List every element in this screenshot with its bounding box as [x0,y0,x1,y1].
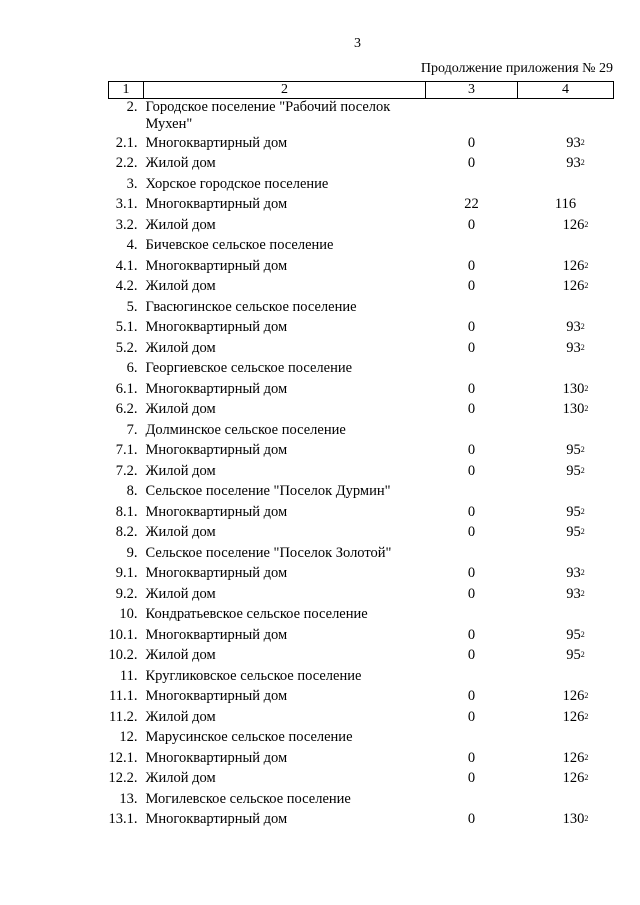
row-col4-value: 130 [562,401,585,417]
row-name: Жилой дом [145,339,216,356]
row-col3-value: 0 [467,462,476,479]
row-col4-cell [518,176,614,197]
row-col4-footnote: 2 [580,137,585,147]
row-col3-value: 0 [467,749,476,766]
row-name: Жилой дом [145,708,216,725]
table-row [109,381,614,402]
row-name: Многоквартирный дом [145,257,288,274]
table-row [109,258,614,279]
row-number: 11.1. [109,688,138,704]
continuation-label: Продолжение приложения № 29 [420,61,613,76]
table-row [109,811,614,832]
row-name: Жилой дом [145,401,216,417]
row-name: Жилой дом [145,524,216,540]
row-number: 12.2. [108,770,138,786]
row-col4-cell [518,319,614,340]
table-row [109,196,614,217]
row-name: Многоквартирный дом [145,503,288,520]
row-name: Жилой дом [145,278,216,294]
row-col4-cell [518,483,614,504]
row-col3-value: 0 [467,647,476,663]
row-col3-value [426,791,518,812]
row-col4-cell [518,524,614,545]
row-col4-value: 95 [566,462,581,479]
row-col3-value: 0 [467,626,476,643]
row-col4-value: 126 [562,278,585,294]
row-number: 6.2. [115,401,138,417]
row-col4-cell [518,258,614,279]
row-col4-cell [518,340,614,361]
row-col4-footnote: 2 [580,527,585,536]
row-col4-cell [518,770,614,791]
row-number: 2.1. [115,134,138,151]
row-number: 10.2. [108,647,138,663]
row-name: Многоквартирный дом [145,319,288,335]
row-col4-footnote: 2 [580,588,585,598]
row-col4-cell [518,504,614,525]
table-row [109,688,614,709]
row-name: Кондратьевское сельское поселение [145,606,368,622]
row-number: 2.2. [115,155,138,171]
row-col3-value [426,99,518,135]
row-col4-cell [518,237,614,258]
row-col4-value: 93 [566,155,581,171]
row-col3-value: 0 [467,585,476,602]
row-col4-cell [518,565,614,586]
row-col4-footnote: 2 [584,281,589,290]
row-name: Многоквартирный дом [145,626,288,643]
row-col4-footnote: 2 [584,260,589,270]
row-number: 8. [126,483,138,499]
row-col4-footnote: 2 [580,465,585,475]
row-col3-value: 0 [467,278,476,294]
table-row [109,340,614,361]
row-number: 11. [119,667,138,684]
row-name: Многоквартирный дом [145,749,288,766]
row-col4-value: 126 [562,708,585,725]
row-col4-cell [518,99,614,135]
table-row [109,668,614,689]
row-number: 7.2. [115,462,138,479]
row-number: 5.2. [115,339,138,356]
row-number: 4.2. [115,278,138,294]
table-row [109,750,614,771]
row-col4-cell [518,627,614,648]
table-row [109,442,614,463]
row-number: 10. [119,606,138,622]
table-row [109,319,614,340]
table-row [109,729,614,750]
row-col3-value: 0 [467,811,476,827]
table-row [109,483,614,504]
row-col4-footnote: 2 [584,814,589,823]
table-row [109,791,614,812]
row-col3-value [426,237,518,258]
row-col3-value [426,176,518,197]
row-col3-value [426,668,518,689]
table-row [109,524,614,545]
row-name: Многоквартирный дом [145,565,288,581]
row-number: 9.1. [115,565,138,581]
row-col4-value: 126 [562,770,585,786]
row-number: 7.1. [115,442,138,458]
row-name: Многоквартирный дом [145,811,288,827]
row-number: 9.2. [115,585,138,602]
row-col4-footnote: 2 [580,629,585,639]
row-number: 8.1. [115,503,138,520]
row-col4-value: 95 [566,503,581,520]
row-col4-cell [518,422,614,443]
row-name: Жилой дом [145,155,216,171]
row-col4-footnote: 2 [580,506,585,516]
table-row [109,586,614,607]
table-row [109,606,614,627]
row-col3-value [426,729,518,750]
row-col3-value [426,360,518,381]
row-col3-value [426,606,518,627]
row-col4-value: 93 [566,134,581,151]
row-name: Георгиевское сельское поселение [145,360,353,376]
row-col4-cell [518,135,614,156]
row-col3-value: 0 [467,565,476,581]
header-col-2: 2 [144,82,426,99]
row-name: Жилой дом [145,770,216,786]
row-name: Кругликовское сельское поселение [145,667,362,684]
row-col4-cell [518,709,614,730]
row-col4-cell [518,647,614,668]
table-body [109,99,614,832]
row-col4-footnote: 2 [580,445,585,454]
row-col3-value [426,545,518,566]
table-row [109,278,614,299]
table-row [109,565,614,586]
row-col4-cell [518,791,614,812]
row-col4-footnote: 2 [584,383,589,393]
row-col3-value: 0 [467,216,476,233]
row-name: Гвасюгинское сельское поселение [145,298,357,315]
row-col4-value: 93 [566,339,581,356]
row-col4-cell [518,811,614,832]
row-col3-value [426,422,518,443]
row-col3-value: 0 [467,257,476,274]
table-row [109,422,614,443]
table-row [109,217,614,238]
row-col3-value: 0 [467,134,476,151]
header-col-4: 4 [518,82,614,99]
row-name: Сельское поселение "Поселок Дурмин" [145,483,391,499]
row-col4-value: 95 [566,626,581,643]
row-number: 6. [126,360,138,376]
row-col4-value: 95 [566,647,581,663]
header-col-1: 1 [109,82,144,99]
row-number: 2. [126,99,138,115]
row-col3-value [426,483,518,504]
row-number: 9. [126,544,138,561]
row-col3-value [426,299,518,320]
row-col4-cell [518,155,614,176]
table-row [109,627,614,648]
row-number: 3.2. [115,216,138,233]
row-col3-value: 0 [467,688,476,704]
table-row [109,709,614,730]
row-number: 13. [119,790,138,807]
row-col4-footnote: 2 [580,322,585,331]
row-col4-value: 126 [562,749,585,766]
row-col4-value: 130 [562,380,585,397]
row-col4-value: 126 [562,688,585,704]
row-col3-value: 0 [467,524,476,540]
row-col4-footnote: 2 [584,773,589,782]
row-number: 3.1. [115,196,138,212]
row-name: Марусинское сельское поселение [145,729,353,745]
row-number: 10.1. [108,626,138,643]
row-col3-value: 0 [467,503,476,520]
row-col4-value: 93 [566,585,581,602]
row-name: Жилой дом [145,462,216,479]
row-name: Могилевское сельское поселение [145,790,351,807]
table-row [109,360,614,381]
row-col4-value: 126 [562,257,585,274]
table-row [109,545,614,566]
row-col3-value: 0 [467,442,476,458]
row-col4-footnote: 2 [584,219,589,229]
row-col4-footnote: 2 [580,342,585,352]
row-col4-value: 95 [566,524,581,540]
row-number: 12.1. [108,749,138,766]
row-col4-cell [518,545,614,566]
row-number: 11.2. [109,708,138,725]
page-number: 3 [354,36,361,51]
row-col4-cell [518,299,614,320]
row-col4-footnote: 2 [584,691,589,700]
header-col-3: 3 [426,82,518,99]
row-col4-cell [518,278,614,299]
row-col4-footnote: 2 [580,568,585,577]
row-col3-value: 0 [467,339,476,356]
table-row [109,99,614,135]
row-col4-footnote: 2 [584,404,589,413]
row-col4-footnote: 2 [584,711,589,721]
row-number: 7. [126,421,138,438]
row-col4-cell [518,217,614,238]
row-col4-cell [518,463,614,484]
row-col4-cell [518,750,614,771]
row-name: Хорское городское поселение [145,175,329,192]
row-col4-value: 95 [566,442,581,458]
table-header-row [109,82,614,99]
row-col4-cell [518,401,614,422]
row-number: 5.1. [115,319,138,335]
table-row [109,237,614,258]
table-row [109,463,614,484]
table-row [109,504,614,525]
row-col4-cell [518,729,614,750]
row-name: Бичевское сельское поселение [145,237,334,253]
row-name: Многоквартирный дом [145,380,288,397]
row-col3-value: 0 [467,155,476,171]
row-name: Сельское поселение "Поселок Золотой" [145,544,392,561]
row-col3-value: 0 [467,770,476,786]
row-number: 8.2. [115,524,138,540]
row-col4-cell [518,196,614,217]
row-col4-cell [518,586,614,607]
row-col4-value: 116 [554,196,577,212]
table-row [109,647,614,668]
row-number: 6.1. [115,380,138,397]
row-col4-value: 93 [566,319,581,335]
data-table [108,81,614,832]
row-col4-footnote: 2 [580,158,585,167]
table-row [109,299,614,320]
row-name: Жилой дом [145,585,216,602]
row-col4-footnote: 2 [580,650,585,659]
row-number: 13.1. [108,811,138,827]
row-col4-value: 93 [566,565,581,581]
table-row [109,135,614,156]
row-col3-value: 0 [467,380,476,397]
row-col4-cell [518,688,614,709]
row-col4-footnote: 2 [584,752,589,762]
row-col3-value: 0 [467,401,476,417]
row-number: 4.1. [115,257,138,274]
row-name: Многоквартирный дом [145,688,288,704]
row-number: 3. [126,175,138,192]
row-col3-value: 0 [467,319,476,335]
row-name: Многоквартирный дом [145,442,288,458]
row-col4-cell [518,442,614,463]
row-name: Многоквартирный дом [145,196,288,212]
row-col4-value: 130 [562,811,585,827]
row-col4-cell [518,668,614,689]
row-col3-value: 22 [464,196,479,212]
table-row [109,770,614,791]
table-row [109,401,614,422]
row-name: Жилой дом [145,647,216,663]
row-number: 4. [126,237,138,253]
row-name: Долминское сельское поселение [145,421,346,438]
row-number: 12. [119,729,138,745]
row-col4-value: 126 [562,216,585,233]
row-col4-cell [518,381,614,402]
row-col4-cell [518,606,614,627]
row-col3-value: 0 [467,708,476,725]
row-col4-cell [518,360,614,381]
table-row [109,176,614,197]
row-name: Жилой дом [145,216,216,233]
row-number: 5. [126,298,138,315]
table-row [109,155,614,176]
row-name: Многоквартирный дом [145,134,288,151]
row-name: Городское поселение "Рабочий поселок Мухен" [145,99,391,132]
